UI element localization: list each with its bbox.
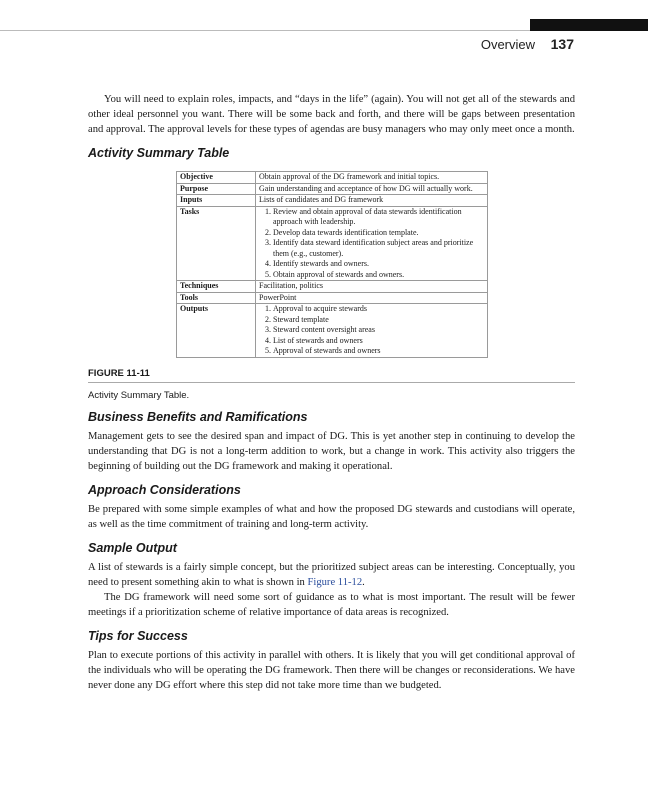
table-row <box>177 195 488 207</box>
tools-label: Tools <box>177 292 256 304</box>
table-row <box>177 304 488 358</box>
intro-paragraph: You will need to explain roles, impacts, and “days in the life” (again). You will not get all of the stewards and other ideal personnel you want. There will be some back and forth, and there will be gaps between presentation and approval. The approval levels for these types of agendas are busy managers who may only meet once a month. <box>88 94 575 135</box>
tasks-label: Tasks <box>177 206 256 281</box>
tools-value: PowerPoint <box>256 292 488 304</box>
list-item: 3. Steward content oversight areas <box>273 325 484 336</box>
list-item: 3. Identify data steward identification subject areas and prioritize them (e.g., customer). <box>273 238 484 259</box>
techniques-value: Facilitation, politics <box>256 281 488 293</box>
sample-output-heading: Sample Output <box>88 540 177 555</box>
list-item: 1. Approval to acquire stewards <box>273 304 484 315</box>
list-item: 4. Identify stewards and owners. <box>273 259 484 270</box>
business-benefits-heading: Business Benefits and Ramifications <box>88 409 308 424</box>
list-item: 2. Develop data tewards identification template. <box>273 228 484 239</box>
figure-label: FIGURE 11-11 <box>88 368 575 383</box>
inputs-label: Inputs <box>177 195 256 207</box>
outputs-value <box>256 304 488 358</box>
table-row <box>177 172 488 184</box>
list-item: 2. Steward template <box>273 315 484 326</box>
table-row <box>177 281 488 293</box>
page-number: 137 <box>550 36 574 52</box>
list-item: 4. List of stewards and owners <box>273 336 484 347</box>
header-tab-bar <box>530 19 648 31</box>
approach-paragraph: Be prepared with some simple examples of what and how the proposed DG stewards and custodians will operate, as well as the time commitment of training and long-term activity. <box>88 503 575 530</box>
figure-reference-link[interactable]: Figure 11-12 <box>307 576 363 588</box>
activity-summary-heading: Activity Summary Table <box>88 146 230 160</box>
sample-output-text-end: . <box>362 576 365 588</box>
objective-value: Obtain approval of the DG framework and initial topics. <box>256 172 488 184</box>
activity-summary-table <box>176 171 488 358</box>
list-item: 1. Review and obtain approval of data stewards identification approach with leadership. <box>273 207 484 228</box>
outputs-label: Outputs <box>177 304 256 358</box>
outputs-list <box>259 304 484 357</box>
tips-paragraph: Plan to execute portions of this activity in parallel with others. It is likely that you will get conditional approval of the individuals who will be operating the DG framework. Then there will be changes or reconsiderations. We have never done any DG effort where this step did not take more time than we budgeted. <box>88 649 575 691</box>
tasks-list <box>259 207 484 281</box>
purpose-label: Purpose <box>177 183 256 195</box>
objective-label: Objective <box>177 172 256 184</box>
table-row <box>177 183 488 195</box>
purpose-value: Gain understanding and acceptance of how DG will actually work. <box>256 183 488 195</box>
inputs-value: Lists of candidates and DG framework <box>256 195 488 207</box>
running-header <box>481 36 574 52</box>
tasks-value <box>256 206 488 281</box>
business-benefits-paragraph: Management gets to see the desired span and impact of DG. This is yet another step in continuing to develop the understanding that DG is not a long-term addition to work, but a change in work. This activity also triggers the beginning of building out the DG framework and making it operational. <box>88 430 575 472</box>
header-rule <box>0 30 530 31</box>
tips-heading: Tips for Success <box>88 628 188 643</box>
approach-heading: Approach Considerations <box>88 482 241 497</box>
list-item: 5. Obtain approval of stewards and owners. <box>273 270 484 281</box>
page-content <box>88 92 575 693</box>
table-row <box>177 292 488 304</box>
sample-output-paragraph-2: The DG framework will need some sort of guidance as to what is most important. The result will be fewer meetings if a prioritization scheme of relative importance of data areas is recognized. <box>88 591 575 618</box>
sample-output-paragraph <box>88 560 575 590</box>
sample-output-text: A list of stewards is a fairly simple concept, but the prioritized subject areas can be interesting. Conceptually, you need to present something akin to what is shown in <box>88 561 575 588</box>
table-row <box>177 206 488 281</box>
techniques-label: Techniques <box>177 281 256 293</box>
figure-caption: Activity Summary Table. <box>88 389 190 401</box>
list-item: 5. Approval of stewards and owners <box>273 346 484 357</box>
section-title: Overview <box>480 37 536 52</box>
